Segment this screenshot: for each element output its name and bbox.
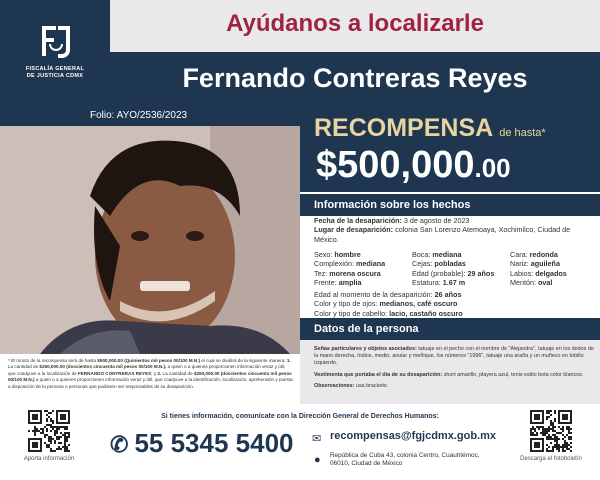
address-text: República de Cuba 43, colonia Centro, Cuauhtémoc, 06010, Ciudad de México bbox=[330, 452, 480, 468]
person-photo bbox=[0, 126, 300, 354]
qr-code-download[interactable] bbox=[530, 410, 572, 452]
trait-row: Mentón: oval bbox=[510, 278, 553, 288]
traits-column-2 bbox=[412, 250, 494, 288]
person-details-panel bbox=[300, 340, 600, 404]
trait-row: Estatura: 1.67 m bbox=[412, 278, 466, 288]
marks-text: Señas particulares y objetos asociados: tatuaje en el pecho con el nombre de "Alejandra", tatuaje en los dedos de la mano derecha, índice, medio, anular y meñique, los números "1996", tatuaje una araña y un muñeco en tobillo izquierdo. bbox=[314, 346, 594, 367]
trait-row: Nariz: aguileña bbox=[510, 259, 560, 269]
trait-row: Frente: amplia bbox=[314, 278, 362, 288]
reward-panel bbox=[300, 106, 600, 192]
person-section-title: Datos de la persona bbox=[300, 318, 600, 340]
fgj-logo-icon bbox=[36, 22, 76, 64]
facts-block: Fecha de la desaparición: 3 de agosto de 2023 Lugar de desaparición: colonia San Lorenzo Atemoaya, Xochimilco, Ciudad de México. bbox=[314, 216, 571, 244]
extra-traits: Edad al momento de la desaparición: 26 años Color y tipo de ojos: medianos, café oscuro Color y tipo de cabello: lacio, castaño oscuro bbox=[314, 290, 463, 318]
trait-row: Tez: morena oscura bbox=[314, 268, 381, 278]
clothes-text: Vestimenta que portaba el día de su desaparición: short amarillo, playera azul, tenis estilo bota color blancos. bbox=[314, 371, 584, 378]
agency-name: FISCALÍA GENERAL DE JUSTICIA CDMX bbox=[25, 66, 85, 79]
observations-text: Observaciones: usa brackets. bbox=[314, 382, 389, 389]
trait-row: Labios: delgados bbox=[510, 268, 567, 278]
trait-row: Complexión: mediana bbox=[314, 259, 386, 269]
trait-row: Cara: redonda bbox=[510, 250, 558, 259]
facts-section-title: Información sobre los hechos bbox=[300, 194, 600, 216]
traits-column-1 bbox=[314, 250, 385, 288]
contact-footer bbox=[0, 404, 600, 480]
headline-text: Ayúdanos a localizarle bbox=[226, 10, 484, 37]
trait-row: Edad (probable): 29 años bbox=[412, 268, 495, 278]
folio-label: Folio: AYO/2536/2023 bbox=[0, 106, 300, 126]
location-pin-icon: ● bbox=[314, 454, 321, 466]
phone-number[interactable]: ✆ 55 5345 5400 bbox=[110, 428, 294, 458]
person-name: Fernando Contreras Reyes bbox=[182, 63, 528, 93]
email-icon: ✉ bbox=[312, 433, 322, 445]
phone-icon: ✆ bbox=[110, 432, 129, 457]
trait-row: Boca: mediana bbox=[412, 250, 462, 259]
agency-logo-panel bbox=[0, 0, 110, 106]
qr-download-caption: Descarga el fotoboletín bbox=[520, 456, 582, 462]
qr-code-report[interactable] bbox=[28, 410, 70, 452]
reward-title: RECOMPENSA de hasta* bbox=[314, 114, 546, 142]
headline-banner bbox=[110, 0, 600, 52]
email-link[interactable]: recompensas@fgjcdmx.gob.mx bbox=[330, 430, 496, 442]
traits-column-3 bbox=[510, 250, 567, 288]
trait-row: Sexo: hombre bbox=[314, 250, 361, 259]
reward-amount: $500,000.00 bbox=[316, 144, 511, 186]
reward-notes: * El monto de la recompensa será de hasta $500,000.00 (Quinientos mil pesos 00/100 M.N.) el cual se dividirá de la siguiente manera: 1. La cantidad de $250,000.00 (doscientos cincuenta mil pesos 00/100 M.N.), a quien o a quienes proporcionen información veraz y útil, que coadyuve a la localización de FERNANDO CONTRERAS REYES; y 2. La cantidad de $250,000.00 (doscientos cincuenta mil pesos 00/100 M.N.) a quien o a quienes proporcionen información veraz y útil, que coadyuve a la identificación, localización, aprehensión y puesta a disposición de la persona o personas que pudiesen ser responsables de su desaparición. bbox=[8, 358, 293, 389]
trait-row: Cejas: pobladas bbox=[412, 259, 466, 269]
name-banner bbox=[110, 52, 600, 106]
person-photo-illustration bbox=[0, 126, 300, 354]
contact-heading: Si tienes información, comunícate con la Dirección General de Derechos Humanos: bbox=[161, 413, 439, 420]
qr-report-caption: Aporta información bbox=[23, 456, 75, 462]
